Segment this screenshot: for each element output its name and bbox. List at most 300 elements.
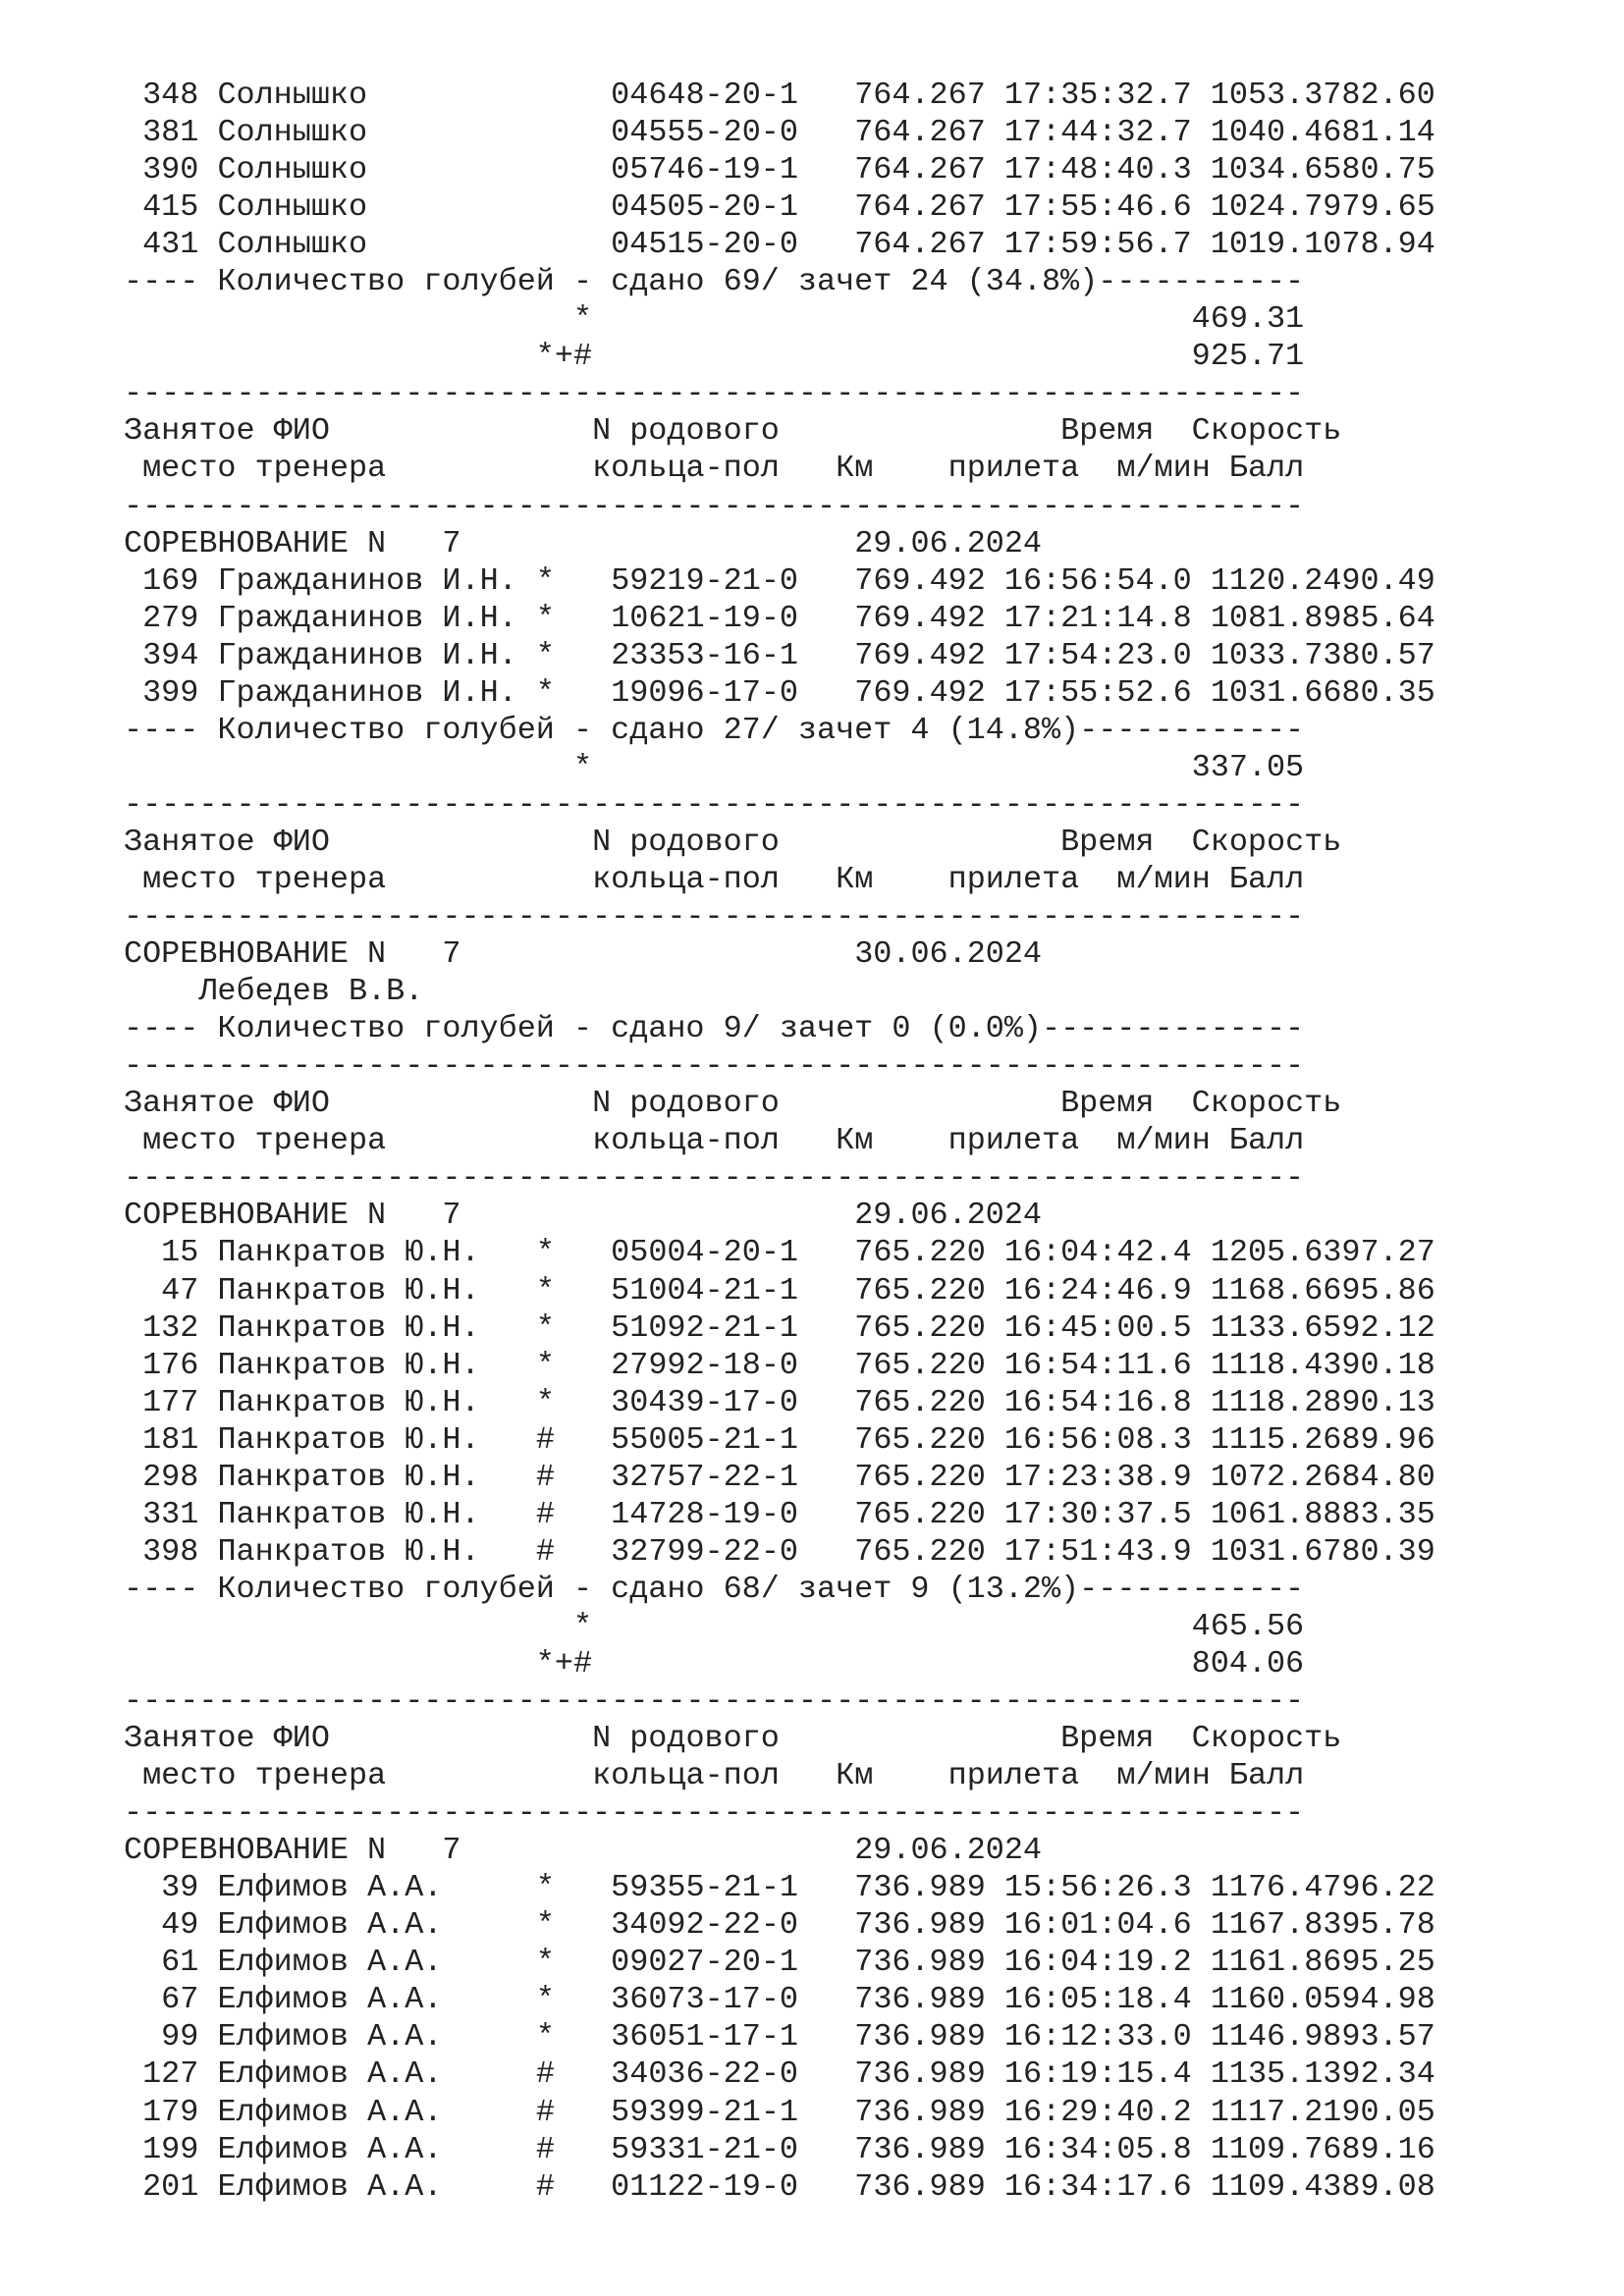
speed: 1118.43 — [1210, 1347, 1342, 1383]
group-mark: * — [535, 1982, 555, 2018]
total-row — [124, 338, 1435, 375]
distance-km: 765.220 — [854, 1533, 986, 1570]
trainer-name: Панкратов Ю.Н. — [217, 1384, 480, 1420]
group-mark: # — [535, 1496, 555, 1532]
col-place-header: Занятое — [124, 413, 255, 450]
score: 89.96 — [1341, 1421, 1435, 1458]
table-row — [124, 1496, 1435, 1533]
group-mark: * — [535, 1907, 555, 1944]
divider: --------------------------------------------------------------- — [124, 1683, 1305, 1720]
col-ring-sub: кольца-пол — [592, 1123, 780, 1159]
ring-number: 27992-18-0 — [611, 1347, 798, 1383]
count-text: ---- Количество голубей - сдано 9/ зачет 0 (0.0%) — [124, 1011, 1042, 1047]
distance-km: 764.267 — [854, 78, 986, 113]
col-name-header: ФИО — [273, 1721, 330, 1757]
col-name-sub: тренера — [254, 861, 387, 897]
competition-number: 7 — [442, 1833, 461, 1869]
table-row — [124, 1384, 1435, 1421]
place: 298 — [142, 1459, 199, 1495]
score: 95.25 — [1341, 1945, 1435, 1981]
arrival-time: 17:23:38.9 — [1003, 1459, 1192, 1495]
distance-km: 764.267 — [854, 115, 986, 151]
table-row — [124, 2094, 1435, 2131]
speed: 1133.65 — [1210, 1309, 1342, 1346]
col-speed-header: Скорость — [1191, 824, 1342, 860]
competition-date: 29.06.2024 — [854, 1833, 1043, 1869]
distance-km: 764.267 — [854, 152, 986, 188]
place: 39 — [161, 1870, 199, 1906]
score: 78.94 — [1341, 227, 1435, 263]
table-row — [124, 2056, 1435, 2093]
score: 85.64 — [1341, 600, 1435, 636]
total-row — [124, 1608, 1435, 1645]
group-mark: # — [535, 2094, 555, 2130]
speed: 1019.10 — [1210, 227, 1342, 263]
ring-number: 10621-19-0 — [611, 600, 798, 636]
col-arrival-sub: прилета — [947, 1758, 1080, 1794]
col-time-header: Время — [1060, 824, 1155, 860]
group-mark: * — [535, 600, 555, 636]
total-value: 804.06 — [1191, 1645, 1305, 1682]
table-row — [124, 1272, 1435, 1309]
ring-number: 01122-19-0 — [611, 2168, 798, 2205]
place: 394 — [142, 637, 199, 673]
col-km-header: Км — [836, 451, 874, 487]
col-place-header: Занятое — [124, 1721, 255, 1757]
group-mark: * — [535, 2019, 555, 2056]
col-arrival-sub: прилета — [947, 1123, 1080, 1159]
arrival-time: 17:55:52.6 — [1003, 674, 1192, 711]
speed: 1031.67 — [1210, 1533, 1342, 1570]
competition-heading — [124, 1197, 1435, 1234]
arrival-time: 17:55:46.6 — [1003, 189, 1192, 226]
score: 89.16 — [1341, 2131, 1435, 2167]
col-speed-header: Скорость — [1191, 413, 1342, 450]
arrival-time: 17:30:37.5 — [1003, 1496, 1192, 1532]
col-km-header: Км — [836, 1758, 874, 1794]
speed: 1072.26 — [1210, 1459, 1342, 1495]
col-score-header: Балл — [1228, 451, 1305, 487]
total-value: 469.31 — [1191, 301, 1305, 338]
ring-number: 19096-17-0 — [611, 674, 798, 711]
speed: 1081.89 — [1210, 600, 1342, 636]
distance-km: 769.492 — [854, 600, 986, 636]
col-speed-sub: м/мин — [1116, 451, 1211, 487]
distance-km: 736.989 — [854, 2131, 986, 2167]
score: 80.35 — [1341, 674, 1435, 711]
place: 15 — [161, 1235, 199, 1271]
group-mark: # — [535, 1421, 555, 1458]
rule-fill: -------------- — [1041, 1011, 1305, 1047]
score: 80.39 — [1341, 1533, 1435, 1570]
col-ring-sub: кольца-пол — [592, 1758, 780, 1794]
header-row-1 — [124, 412, 1435, 450]
total-symbol: * — [572, 1608, 593, 1644]
ring-number: 55005-21-1 — [611, 1421, 798, 1458]
speed: 1109.76 — [1210, 2131, 1342, 2167]
trainer-name: Гражданинов И.Н. — [217, 637, 517, 673]
rule-fill: ----------- — [1098, 264, 1305, 300]
group-mark: # — [535, 2168, 555, 2205]
total-row — [124, 749, 1435, 786]
total-row — [124, 300, 1435, 338]
trainer-name: Елфимов А.А. — [217, 1945, 443, 1981]
place: 99 — [161, 2019, 199, 2056]
group-mark: * — [535, 1309, 555, 1346]
trainer-name: Солнышко — [217, 189, 368, 226]
place: 176 — [142, 1347, 199, 1383]
trainer-name: Панкратов Ю.Н. — [217, 1496, 480, 1532]
table-row — [124, 77, 1435, 114]
ring-number: 59355-21-1 — [611, 1870, 798, 1906]
score: 79.65 — [1341, 189, 1435, 226]
table-row — [124, 188, 1435, 226]
place: 61 — [161, 1945, 199, 1981]
table-row — [124, 2131, 1435, 2168]
speed: 1120.24 — [1210, 562, 1342, 599]
distance-km: 736.989 — [854, 1907, 986, 1944]
trainer-name: Солнышко — [217, 152, 368, 188]
col-name-sub: тренера — [254, 451, 387, 487]
divider: --------------------------------------------------------------- — [124, 786, 1305, 823]
distance-km: 765.220 — [854, 1459, 986, 1495]
place: 381 — [142, 115, 199, 151]
ring-number: 23353-16-1 — [611, 637, 798, 673]
trainer-name: Панкратов Ю.Н. — [217, 1347, 480, 1383]
trainer-name: Солнышко — [217, 115, 368, 151]
arrival-time: 16:54:11.6 — [1003, 1347, 1192, 1383]
arrival-time: 16:04:19.2 — [1003, 1945, 1192, 1981]
score: 92.12 — [1341, 1309, 1435, 1346]
divider: --------------------------------------------------------------- — [124, 488, 1305, 524]
speed: 1117.21 — [1210, 2094, 1342, 2130]
score: 96.22 — [1341, 1870, 1435, 1906]
header-row-1 — [124, 1720, 1435, 1757]
place: 199 — [142, 2131, 199, 2167]
table-row — [124, 2168, 1435, 2206]
divider: --------------------------------------------------------------- — [124, 899, 1305, 935]
ring-number: 34036-22-0 — [611, 2056, 798, 2093]
speed: 1205.63 — [1210, 1235, 1342, 1271]
rule-fill: ------------ — [1079, 712, 1305, 748]
competition-heading — [124, 935, 1435, 973]
col-time-header: Время — [1060, 413, 1155, 450]
speed: 1040.46 — [1210, 115, 1342, 151]
distance-km: 765.220 — [854, 1421, 986, 1458]
group-mark: * — [535, 562, 555, 599]
arrival-time: 17:48:40.3 — [1003, 152, 1192, 188]
distance-km: 736.989 — [854, 1945, 986, 1981]
header-row-2 — [124, 1757, 1435, 1794]
group-mark: * — [535, 1870, 555, 1906]
header-row-1 — [124, 824, 1435, 861]
ring-number: 36051-17-1 — [611, 2019, 798, 2056]
arrival-time: 16:19:15.4 — [1003, 2056, 1192, 2093]
group-mark: # — [535, 2056, 555, 2093]
competition-number: 7 — [442, 1198, 461, 1234]
place: 47 — [161, 1272, 199, 1308]
competition-date: 29.06.2024 — [854, 1198, 1043, 1234]
speed: 1024.79 — [1210, 189, 1342, 226]
ring-number: 05746-19-1 — [611, 152, 798, 188]
pigeon-count-summary — [124, 263, 1435, 300]
distance-km: 736.989 — [854, 2056, 986, 2093]
col-ring-sub: кольца-пол — [592, 451, 780, 487]
arrival-time: 16:12:33.0 — [1003, 2019, 1192, 2056]
competition-number: 7 — [442, 936, 461, 973]
count-text: ---- Количество голубей - сдано 68/ зачет 9 (13.2%) — [124, 1571, 1080, 1607]
place: 279 — [142, 600, 199, 636]
col-name-sub: тренера — [254, 1758, 387, 1794]
ring-number: 59399-21-1 — [611, 2094, 798, 2130]
table-row — [124, 1981, 1435, 2018]
trainer-name: Панкратов Ю.Н. — [217, 1459, 480, 1495]
trainer-name: Солнышко — [217, 78, 368, 113]
table-row — [124, 1347, 1435, 1384]
col-place-header: Занятое — [124, 1086, 255, 1122]
distance-km: 736.989 — [854, 1982, 986, 2018]
score: 94.98 — [1341, 1982, 1435, 2018]
trainer-row — [124, 973, 1435, 1010]
group-mark: * — [535, 637, 555, 673]
competition-title: СОРЕВНОВАНИЕ N — [124, 1198, 387, 1234]
ring-number: 51092-21-1 — [611, 1309, 798, 1346]
header-row-2 — [124, 450, 1435, 487]
total-symbol: * — [572, 301, 593, 338]
col-speed-sub: м/мин — [1116, 1123, 1211, 1159]
ring-number: 14728-19-0 — [611, 1496, 798, 1532]
total-symbol: *+# — [535, 1645, 593, 1682]
competition-title: СОРЕВНОВАНИЕ N — [124, 525, 387, 561]
total-row — [124, 1645, 1435, 1682]
trainer-name: Панкратов Ю.Н. — [217, 1533, 480, 1570]
trainer-name: Гражданинов И.Н. — [217, 600, 517, 636]
trainer-name: Панкратов Ю.Н. — [217, 1421, 480, 1458]
arrival-time: 17:51:43.9 — [1003, 1533, 1192, 1570]
ring-number: 59331-21-0 — [611, 2131, 798, 2167]
col-ring-header: N родового — [592, 1086, 780, 1122]
distance-km: 764.267 — [854, 189, 986, 226]
total-symbol: * — [572, 749, 593, 785]
table-row — [124, 600, 1435, 637]
arrival-time: 16:56:54.0 — [1003, 562, 1192, 599]
distance-km: 765.220 — [854, 1272, 986, 1308]
table-row — [124, 1309, 1435, 1347]
col-place-sub: место — [142, 861, 237, 897]
speed: 1031.66 — [1210, 674, 1342, 711]
trainer-name: Панкратов Ю.Н. — [217, 1309, 480, 1346]
ring-number: 04555-20-0 — [611, 115, 798, 151]
arrival-time: 17:35:32.7 — [1003, 78, 1192, 113]
distance-km: 765.220 — [854, 1384, 986, 1420]
arrival-time: 17:21:14.8 — [1003, 600, 1192, 636]
table-row — [124, 1533, 1435, 1571]
score: 81.14 — [1341, 115, 1435, 151]
distance-km: 765.220 — [854, 1496, 986, 1532]
trainer-name: Елфимов А.А. — [217, 2094, 443, 2130]
trainer-name: Панкратов Ю.Н. — [217, 1272, 480, 1308]
place: 390 — [142, 152, 199, 188]
group-mark: * — [535, 1945, 555, 1981]
place: 179 — [142, 2094, 199, 2130]
arrival-time: 16:05:18.4 — [1003, 1982, 1192, 2018]
speed: 1161.86 — [1210, 1945, 1342, 1981]
place: 132 — [142, 1309, 199, 1346]
table-row — [124, 1869, 1435, 1906]
trainer-name: Гражданинов И.Н. — [217, 674, 517, 711]
col-place-sub: место — [142, 451, 237, 487]
trainer-name: Елфимов А.А. — [217, 1870, 443, 1906]
arrival-time: 16:54:16.8 — [1003, 1384, 1192, 1420]
header-row-2 — [124, 1122, 1435, 1159]
distance-km: 736.989 — [854, 2094, 986, 2130]
results-printout — [124, 77, 1435, 2206]
place: 415 — [142, 189, 199, 226]
rule-fill: ------------ — [1079, 1571, 1305, 1607]
ring-number: 59219-21-0 — [611, 562, 798, 599]
distance-km: 765.220 — [854, 1309, 986, 1346]
trainer-name: Елфимов А.А. — [217, 2056, 443, 2093]
arrival-time: 16:56:08.3 — [1003, 1421, 1192, 1458]
col-ring-sub: кольца-пол — [592, 861, 780, 897]
group-mark: # — [535, 2131, 555, 2167]
divider: --------------------------------------------------------------- — [124, 1048, 1305, 1085]
col-name-header: ФИО — [273, 824, 330, 860]
competition-title: СОРЕВНОВАНИЕ N — [124, 936, 387, 973]
ring-number: 32757-22-1 — [611, 1459, 798, 1495]
arrival-time: 17:44:32.7 — [1003, 115, 1192, 151]
ring-number: 04515-20-0 — [611, 227, 798, 263]
trainer-name: Елфимов А.А. — [217, 1907, 443, 1944]
arrival-time: 16:04:42.4 — [1003, 1235, 1192, 1271]
competition-heading — [124, 525, 1435, 562]
score: 95.78 — [1341, 1907, 1435, 1944]
distance-km: 765.220 — [854, 1235, 986, 1271]
divider: --------------------------------------------------------------- — [124, 1160, 1305, 1197]
trainer-name: Елфимов А.А. — [217, 2019, 443, 2056]
score: 83.35 — [1341, 1496, 1435, 1532]
col-km-header: Км — [836, 861, 874, 897]
header-row-1 — [124, 1085, 1435, 1122]
count-text: ---- Количество голубей - сдано 27/ зачет 4 (14.8%) — [124, 712, 1080, 748]
speed: 1160.05 — [1210, 1982, 1342, 2018]
arrival-time: 16:01:04.6 — [1003, 1907, 1192, 1944]
col-place-sub: место — [142, 1758, 237, 1794]
place: 399 — [142, 674, 199, 711]
total-symbol: *+# — [535, 339, 593, 375]
trainer-name: Лебедев В.В. — [198, 974, 424, 1010]
distance-km: 736.989 — [854, 2019, 986, 2056]
score: 80.75 — [1341, 152, 1435, 188]
table-row — [124, 226, 1435, 263]
arrival-time: 16:29:40.2 — [1003, 2094, 1192, 2130]
speed: 1146.98 — [1210, 2019, 1342, 2056]
pigeon-count-summary — [124, 1571, 1435, 1608]
place: 49 — [161, 1907, 199, 1944]
table-row — [124, 1459, 1435, 1496]
distance-km: 769.492 — [854, 674, 986, 711]
total-value: 337.05 — [1191, 749, 1305, 785]
distance-km: 769.492 — [854, 562, 986, 599]
place: 331 — [142, 1496, 199, 1532]
place: 201 — [142, 2168, 199, 2205]
table-row — [124, 2018, 1435, 2056]
score: 92.34 — [1341, 2056, 1435, 2093]
competition-date: 29.06.2024 — [854, 525, 1043, 561]
distance-km: 736.989 — [854, 2168, 986, 2205]
total-value: 925.71 — [1191, 339, 1305, 375]
trainer-name: Елфимов А.А. — [217, 2131, 443, 2167]
score: 90.13 — [1341, 1384, 1435, 1420]
score: 90.18 — [1341, 1347, 1435, 1383]
table-row — [124, 1234, 1435, 1271]
col-place-header: Занятое — [124, 824, 255, 860]
competition-date: 30.06.2024 — [854, 936, 1043, 973]
place: 67 — [161, 1982, 199, 2018]
group-mark: * — [535, 674, 555, 711]
group-mark: * — [535, 1235, 555, 1271]
arrival-time: 16:24:46.9 — [1003, 1272, 1192, 1308]
score: 90.49 — [1341, 562, 1435, 599]
place: 348 — [142, 78, 199, 113]
ring-number: 36073-17-0 — [611, 1982, 798, 2018]
trainer-name: Елфимов А.А. — [217, 2168, 443, 2205]
speed: 1115.26 — [1210, 1421, 1342, 1458]
col-speed-header: Скорость — [1191, 1086, 1342, 1122]
speed: 1176.47 — [1210, 1870, 1342, 1906]
arrival-time: 15:56:26.3 — [1003, 1870, 1192, 1906]
table-row — [124, 562, 1435, 600]
col-speed-header: Скорость — [1191, 1721, 1342, 1757]
arrival-time: 16:45:00.5 — [1003, 1309, 1192, 1346]
table-row — [124, 674, 1435, 712]
ring-number: 04648-20-1 — [611, 78, 798, 113]
pigeon-count-summary — [124, 712, 1435, 749]
pigeon-count-summary — [124, 1010, 1435, 1047]
col-score-header: Балл — [1228, 1758, 1305, 1794]
distance-km: 764.267 — [854, 227, 986, 263]
competition-number: 7 — [442, 525, 461, 561]
trainer-name: Панкратов Ю.Н. — [217, 1235, 480, 1271]
speed: 1053.37 — [1210, 78, 1342, 113]
col-score-header: Балл — [1228, 1123, 1305, 1159]
place: 431 — [142, 227, 199, 263]
ring-number: 05004-20-1 — [611, 1235, 798, 1271]
distance-km: 765.220 — [854, 1347, 986, 1383]
distance-km: 736.989 — [854, 1870, 986, 1906]
col-time-header: Время — [1060, 1721, 1155, 1757]
ring-number: 34092-22-0 — [611, 1907, 798, 1944]
header-row-2 — [124, 861, 1435, 898]
speed: 1061.88 — [1210, 1496, 1342, 1532]
group-mark: * — [535, 1384, 555, 1420]
speed: 1034.65 — [1210, 152, 1342, 188]
group-mark: # — [535, 1533, 555, 1570]
col-name-header: ФИО — [273, 413, 330, 450]
trainer-name: Гражданинов И.Н. — [217, 562, 517, 599]
col-km-header: Км — [836, 1123, 874, 1159]
score: 90.05 — [1341, 2094, 1435, 2130]
speed: 1118.28 — [1210, 1384, 1342, 1420]
col-ring-header: N родового — [592, 1721, 780, 1757]
trainer-name: Солнышко — [217, 227, 368, 263]
divider: --------------------------------------------------------------- — [124, 1795, 1305, 1832]
arrival-time: 16:34:17.6 — [1003, 2168, 1192, 2205]
place: 127 — [142, 2056, 199, 2093]
competition-title: СОРЕВНОВАНИЕ N — [124, 1833, 387, 1869]
table-row — [124, 151, 1435, 188]
col-ring-header: N родового — [592, 824, 780, 860]
